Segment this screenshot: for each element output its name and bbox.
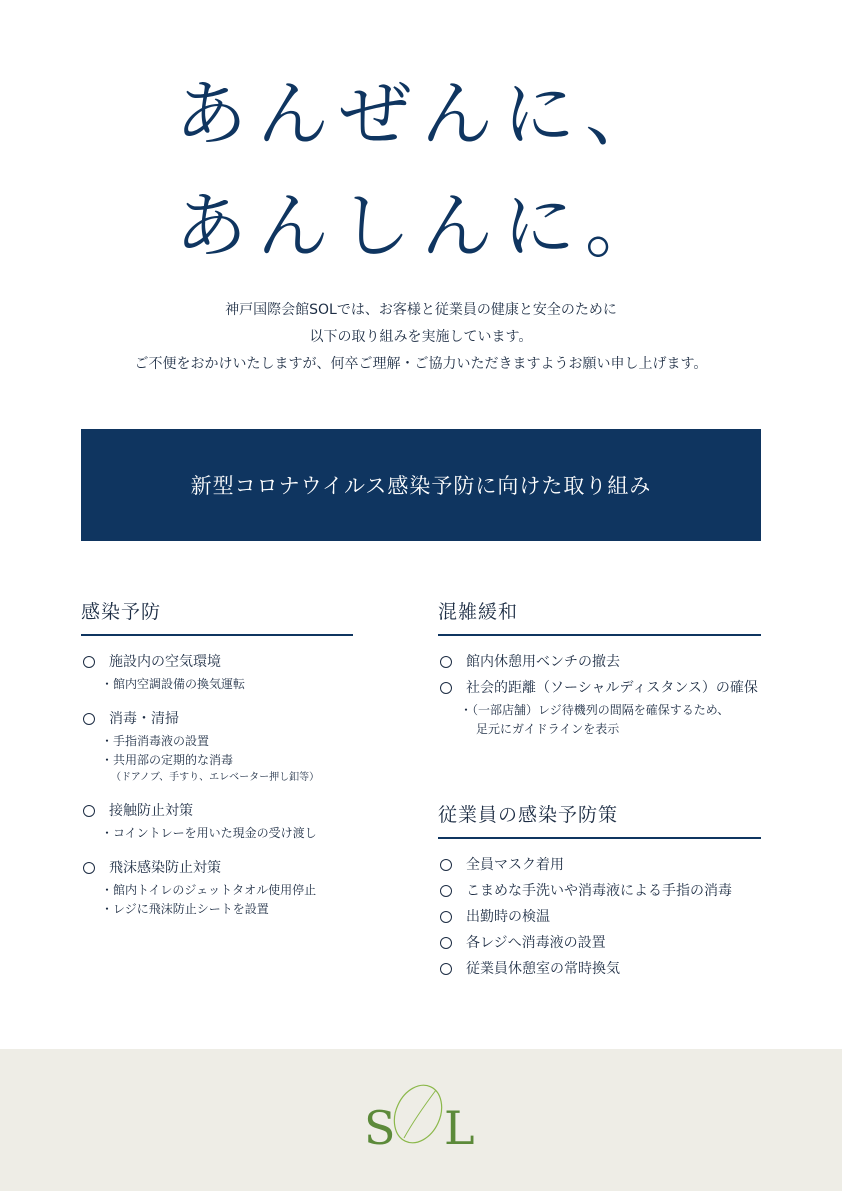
circle-icon: [440, 963, 452, 975]
item-label: 消毒・清掃: [109, 711, 179, 727]
sub-item: ・共用部の定期的な消毒: [101, 753, 234, 767]
circle-icon: [440, 656, 452, 668]
circle-icon: [83, 862, 95, 874]
sub-item: ・館内トイレのジェットタオル使用停止: [101, 883, 317, 897]
list-item: [81, 649, 353, 675]
item-label: 館内休憩用ベンチの撤去: [466, 654, 620, 670]
list-item: [438, 904, 761, 930]
sub-item: 足元にガイドラインを表示: [476, 722, 620, 736]
staff-section: [438, 800, 761, 982]
banner: [81, 429, 761, 541]
item-label: 飛沫感染防止対策: [109, 860, 221, 876]
intro-line-2: 以下の取り組みを実施しています。: [309, 329, 533, 345]
headline-line-1: あんぜんに、: [174, 72, 667, 156]
sub-item: ・（一部店舗）レジ待機列の間隔を確保するため、: [460, 703, 730, 717]
congestion-title: 混雑緩和: [438, 597, 761, 636]
congestion-section: [438, 597, 761, 739]
sol-logo: [362, 1078, 482, 1168]
list-item: [81, 855, 353, 881]
logo-letter-s: S: [364, 1101, 396, 1155]
sub-item: ・館内空調設備の換気運転: [101, 677, 246, 691]
circle-icon: [83, 656, 95, 668]
item-label: 社会的距離（ソーシャルディスタンス）の確保: [466, 680, 758, 696]
circle-icon: [440, 859, 452, 871]
intro-line-3: ご不便をおかけいたしますが、何卒ご理解・ご協力いただきますようお願い申し上げます。: [134, 356, 708, 372]
intro-text: [0, 297, 842, 378]
sub-note: （ドアノブ、手すり、エレベーター押し釦等）: [111, 772, 320, 783]
list-item: [81, 706, 353, 732]
item-label: 全員マスク着用: [466, 857, 564, 873]
logo-letter-l: L: [444, 1101, 475, 1155]
sub-item: ・手指消毒液の設置: [101, 734, 210, 748]
intro-line-1: 神戸国際会館SOLでは、お客様と従業員の健康と安全のために: [225, 302, 617, 318]
item-label: 施設内の空気環境: [109, 654, 221, 670]
circle-icon: [440, 682, 452, 694]
circle-icon: [440, 885, 452, 897]
leaf-vein: [404, 1090, 436, 1138]
banner-title: 新型コロナウイルス感染予防に向けた取り組み: [190, 474, 652, 498]
item-label: 出勤時の検温: [466, 909, 550, 925]
infection-title: 感染予防: [81, 597, 353, 636]
list-item: [438, 878, 761, 904]
headline-line-2: あんしんに。: [174, 184, 667, 268]
list-item: [438, 649, 761, 675]
list-item: [438, 675, 761, 701]
list-item: [438, 956, 761, 982]
item-label: 各レジへ消毒液の設置: [466, 935, 606, 951]
circle-icon: [440, 937, 452, 949]
item-label: 従業員休憩室の常時換気: [466, 961, 620, 977]
sub-item: ・レジに飛沫防止シートを設置: [101, 902, 269, 916]
circle-icon: [83, 713, 95, 725]
list-item: [438, 852, 761, 878]
staff-title: 従業員の感染予防策: [438, 800, 761, 839]
sub-item: ・コイントレーを用いた現金の受け渡し: [101, 826, 317, 840]
list-item: [81, 798, 353, 824]
list-item: [438, 930, 761, 956]
item-label: こまめな手洗いや消毒液による手指の消毒: [466, 883, 732, 899]
circle-icon: [83, 805, 95, 817]
item-label: 接触防止対策: [109, 803, 193, 819]
infection-section: [81, 597, 353, 919]
circle-icon: [440, 911, 452, 923]
